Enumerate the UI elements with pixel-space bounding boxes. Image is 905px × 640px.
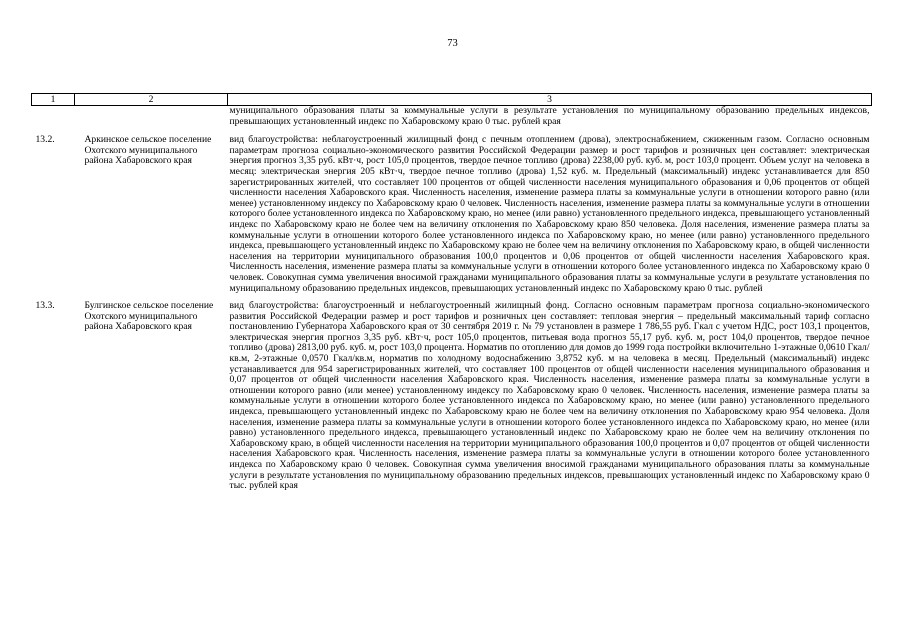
continuation-text: муниципального образования платы за коммунальные услуги в результате установления по муниципальному образованию предельных индексов, превышающих установленный индекс по Хабаровскому краю 0 тыс. рублей края — [229, 105, 870, 127]
table-header-row — [32, 94, 872, 106]
row-name-cell — [75, 106, 228, 136]
row-number-cell — [32, 106, 75, 136]
row-number: 13.2. — [35, 134, 55, 146]
settlement-description: вид благоустройства: благоустроенный и неблагоустроенный жилищный фонд. Согласно основным параметрам прогноза социально-экономического развития Российской Федерации размер и рост тарифов и розничных цен составляет: тепловая энергия – предельный максимальный тариф согласно постановлению Губернатора Хабаровского края от 30 сентября 2019 г. № 79 установлен в размере 1 786,55 руб. Гкал с учетом НДС, рост 103,1 процентов, электрическая энергия прогноз 3,35 руб. кВт·ч, рост 105,0 процентов, питьевая вода прогноз 55,17 руб. куб. м, рост 104,0 процентов, твердое печное топливо (дрова) 2813,00 руб. куб. м, рост 103,0 процента. Норматив по отоплению для домов до 1999 года постройки включительно 1-этажные 0,0610 Гкал/кв.м, 2-этажные 0,0570 Гкал/кв.м, норматив по холодному водоснабжению 3,8752 куб. м на человека в месяц. Предельный (максимальный) индекс устанавливается для 954 зарегистрированных жителей, что составляет 100 процентов от общей численности населения муниципального образования и 0,07 процентов от общей численности населения Хабаровского края. Численность населения, изменение размера платы за коммунальные услуги в отношении которого равно (или менее) установленному индексу по Хабаровскому краю 0 человек. Численность населения, изменение размера платы за коммунальные услуги в отношении которого более установленного индекса по Хабаровскому краю, но менее (или равно) установленного предельного индекса, превышающего установленный индекс по Хабаровскому краю не более чем на величину отклонения по Хабаровскому краю 954 человека. Доля населения, изменение размера платы за коммунальные услуги в отношении которого более установленного индекса по Хабаровскому краю, но менее (или равно) установленного предельного индекса, превышающего установленный индекс по Хабаровскому краю не более чем на величину отклонения по Хабаровскому краю, в общей численности населения на территории муниципального образования 100,0 процентов и 0,07 процентов от общей численности населения Хабаровского края. Численность населения, изменение размера платы за коммунальные услуги в отношении которого более установленного индекса по Хабаровскому краю 0 человек. Совокупная сумма увеличения вносимой гражданами муниципального образования платы за коммунальные услуги в результате установления по муниципальному образованию предельных индексов, превышающих установленный индекс по Хабаровскому краю 0 тыс. рублей края — [229, 300, 870, 492]
row-number: 13.3. — [35, 300, 55, 312]
settlement-name: Аркинское сельское поселение Охотского муниципального района Хабаровского края — [84, 134, 212, 167]
table-row-continuation — [32, 106, 872, 136]
table-row — [32, 301, 872, 492]
column-header-1: 1 — [32, 94, 75, 106]
column-header-3: 3 — [228, 94, 872, 106]
data-table — [31, 93, 872, 492]
page-number: 73 — [447, 38, 458, 49]
settlement-name: Булгинское сельское поселение Охотского муниципального района Хабаровского края — [84, 300, 214, 333]
column-header-2: 2 — [75, 94, 228, 106]
table-row — [32, 135, 872, 301]
settlement-description: вид благоустройства: неблагоустроенный жилищный фонд с печным отоплением (дрова), электроснабжением, сжиженным газом. Согласно основным параметрам прогноза социально-экономического развития Российской Федерации размер и рост тарифов и розничных цен составляет: электрическая энергия прогноз 3,35 руб. кВт·ч, рост 105,0 процентов, твердое печное топливо (дрова) 2238,00 руб. куб. м, рост 103,0 процент. Объем услуг на человека в месяц: электрическая энергия 205 кВт·ч, твердое печное топливо (дрова) 1,52 куб. м. Предельный (максимальный) индекс устанавливается для 850 зарегистрированных жителей, что составляет 100 процентов от общей численности населения муниципального образования и 0,06 процентов от общей численности населения Хабаровского края. Численность населения, изменение размера платы за коммунальные услуги в отношении которого равно (или менее) установленному индексу по Хабаровскому краю 0 человек. Численность населения, изменение размера платы за коммунальные услуги в отношении которого более установленного индекса по Хабаровскому краю, но менее (или равно) установленного предельного индекса, превышающего установленный индекс по Хабаровскому краю не более чем на величину отклонения по Хабаровскому краю 850 человека. Доля населения, изменение размера платы за коммунальные услуги в отношении которого более установленного индекса по Хабаровскому краю, но менее (или равно) установленного предельного индекса, превышающего установленный индекс по Хабаровскому краю не более чем на величину отклонения по Хабаровскому краю, в общей численности населения на территории муниципального образования 100,0 процентов и 0,06 процентов от общей численности населения Хабаровского края. Численность населения, изменение размера платы за коммунальные услуги в отношении которого более установленного индекса по Хабаровскому краю 0 человек. Совокупная сумма увеличения вносимой гражданами муниципального образования платы за коммунальные услуги в результате установления по муниципальному образованию предельных индексов, превышающих установленный индекс по Хабаровскому краю 0 тыс. рублей — [229, 134, 870, 294]
